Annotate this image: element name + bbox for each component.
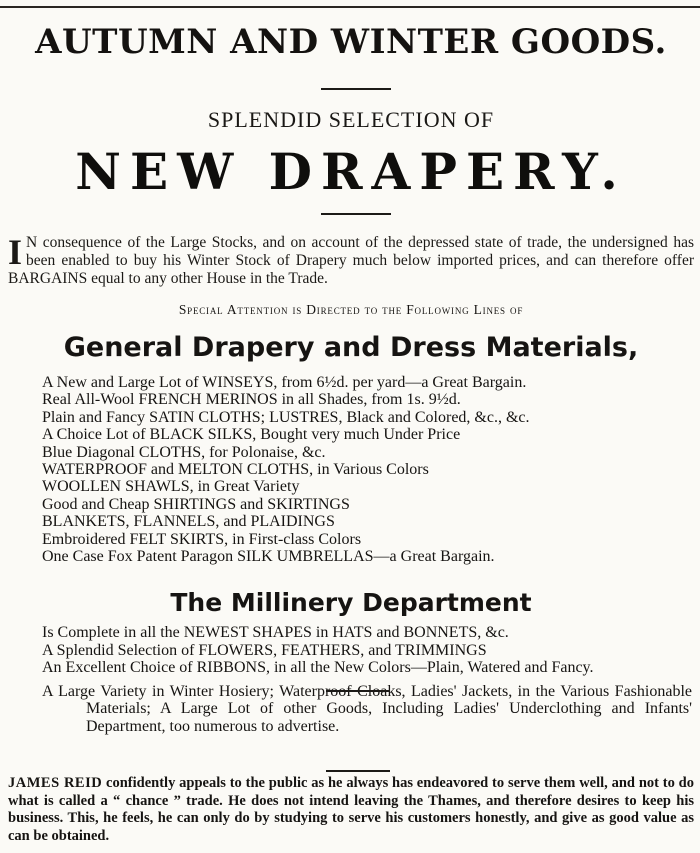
closing-paragraph (8, 775, 694, 845)
closing-text: confidently appeals to the public as he always has endeavored to serve them well, and not to do what is called a “ chance ” trade. He does not intend leaving the Thames, and therefore desires to keep his business. This, he feels, he can only do by studying to serve his customers honestly, and give as good value as can be obtained. (8, 775, 694, 844)
drapery-list (42, 374, 692, 565)
list-item: Embroidered FELT SKIRTS, in First-class Colors (42, 530, 362, 548)
special-attention-line: Special Attention is Directed to the Following Lines of (178, 302, 524, 317)
list-item: Good and Cheap SHIRTINGS and SKIRTINGS (42, 495, 350, 513)
intro-text: N consequence of the Large Stocks, and on account of the depressed state of trade, the undersigned has been enabled to buy his Winter Stock of Drapery much below imported prices, and can therefore offer BARGAINS equal to any other House in the Trade. (8, 234, 694, 287)
merchant-name: JAMES REID (8, 775, 103, 791)
list-item: WOOLLEN SHAWLS, in Great Variety (42, 478, 300, 496)
millinery-section (42, 624, 692, 735)
intro-paragraph (8, 234, 694, 288)
list-item: Real All-Wool FRENCH MERINOS in all Shades, from 1s. 9½d. (42, 391, 461, 409)
top-border-rule (0, 6, 700, 8)
divider-rule (326, 690, 390, 692)
list-item: Plain and Fancy SATIN CLOTHS; LUSTRES, Black and Colored, &c., &c. (42, 408, 530, 426)
hosiery-paragraph: A Large Variety in Winter Hosiery; Waterproof Cloaks, Ladies' Jackets, in the Various Fashionable Materials; A Large Lot of other Goods, Including Ladies' Underclothing and Infants' Department, too numerous to advertise. (42, 682, 692, 735)
millinery-line: A Splendid Selection of FLOWERS, FEATHERS, and TRIMMINGS (42, 641, 487, 659)
drop-cap: I (8, 232, 23, 272)
list-item: BLANKETS, FLANNELS, and PLAIDINGS (42, 513, 335, 531)
divider-rule (326, 770, 390, 772)
divider-rule (321, 213, 391, 215)
headline: AUTUMN AND WINTER GOODS. (35, 22, 667, 62)
millinery-line: Is Complete in all the NEWEST SHAPES in HATS and BONNETS, &c. (42, 624, 509, 641)
general-drapery-heading: General Drapery and Dress Materials, (63, 332, 639, 363)
list-item: Blue Diagonal CLOTHS, for Polonaise, &c. (42, 443, 326, 461)
subheading: SPLENDID SELECTION OF (207, 107, 495, 132)
divider-rule (321, 88, 391, 90)
millinery-line: An Excellent Choice of RIBBONS, in all the New Colors—Plain, Watered and Fancy. (42, 659, 594, 676)
list-item: A Choice Lot of BLACK SILKS, Bought very much Under Price (42, 426, 461, 444)
list-item: One Case Fox Patent Paragon SILK UMBRELLAS—a Great Bargain. (42, 548, 495, 566)
list-item: WATERPROOF and MELTON CLOTHS, in Various Colors (42, 461, 429, 479)
millinery-heading: The Millinery Department (170, 588, 532, 617)
list-item: A New and Large Lot of WINSEYS, from 6½d. per yard—a Great Bargain. (42, 374, 527, 391)
display-title: NEW DRAPERY. (75, 142, 627, 201)
